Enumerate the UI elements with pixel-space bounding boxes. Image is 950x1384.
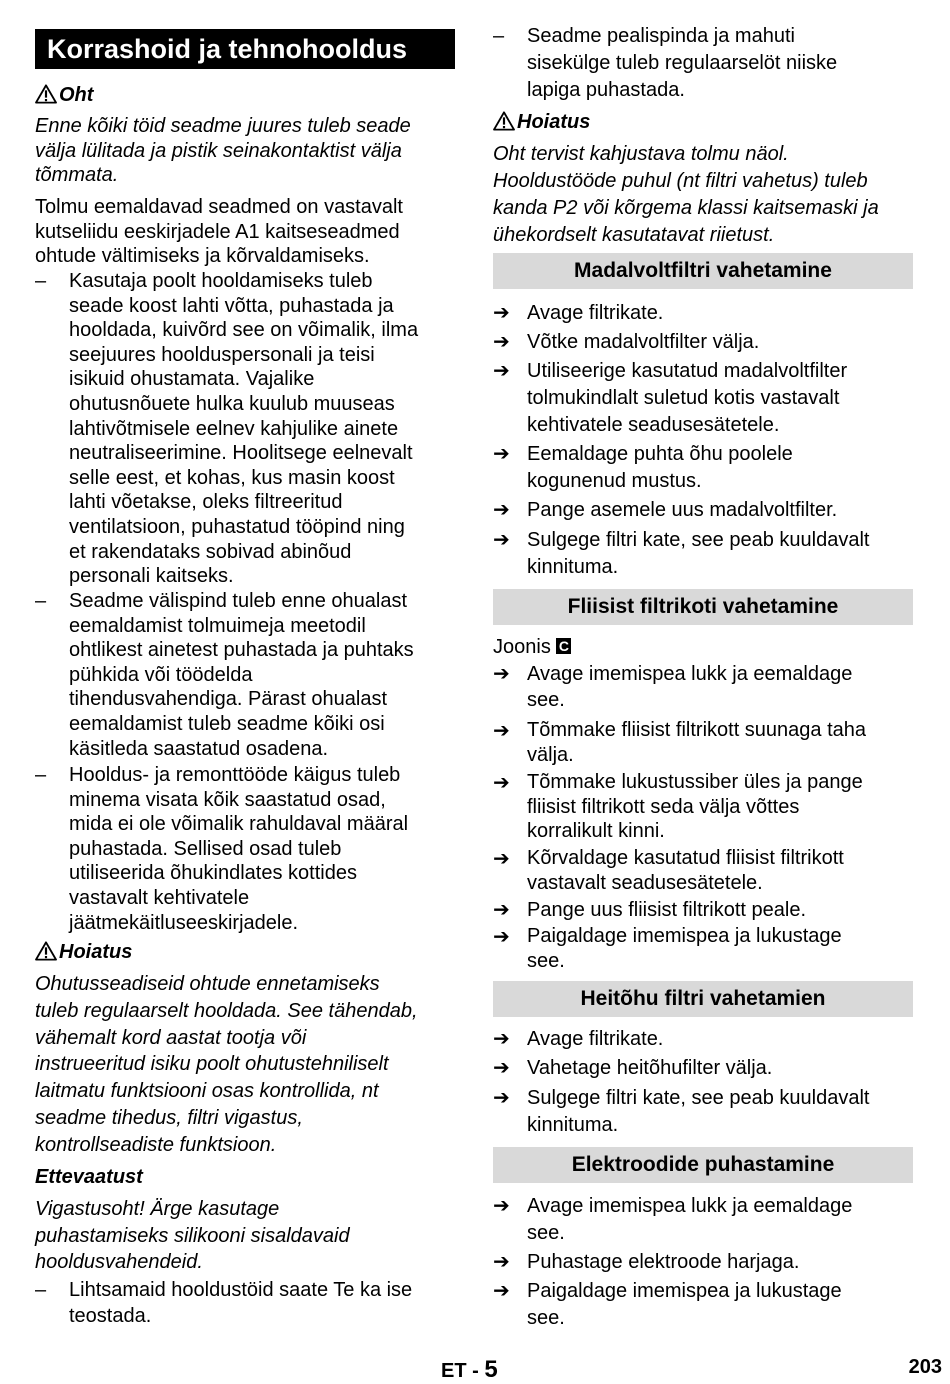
text-line: Eemaldage puhta õhu poolele [527,443,793,465]
text-line: Hooldus- ja remonttööde käigus tuleb [69,764,401,786]
arrow-icon: ➔ [493,1195,510,1217]
text-line: fliisist filtrikott seda välja võttes [527,795,800,818]
text-line: ühekordselt kasutatavat riietust. [493,224,775,246]
text-line: see. [527,689,565,711]
text-line: hooldusvahendeid. [35,1251,203,1273]
figure-reference [493,634,913,661]
text-line: Kõrvaldage kasutatud fliisist filtrikott [527,847,844,869]
text-line: vastavalt kehtivatele [69,886,250,909]
text-line: ventilatsioon, puhastatud tööpind ning [69,515,405,538]
text-line: vähemalt kord aastat tootja või [35,1026,307,1049]
hoiatus-warning-heading [493,110,913,134]
text-line: käsitleda saastatud osadena. [69,737,329,760]
dash-item [35,589,455,761]
text-line: Tõmmake fliisist filtrikott suunaga taha [527,719,867,741]
text-line: pühkida või töödelda [69,663,253,686]
arrow-icon: ➔ [493,663,510,685]
step-item [493,527,913,581]
step-item [493,300,913,327]
hoiatus-label: Hoiatus [517,111,591,133]
text-line: lahti võetakse, oleks filtreeritud [69,491,343,514]
text-line: ohtlikest ainetest puhastada ja puhtaks [69,639,414,662]
text-line: kanda P2 või kõrgema klassi kaitsemaski ja [493,197,879,219]
danger-label: Oht [59,84,94,106]
step-item [493,1278,913,1332]
text-line: Utiliseerige kasutatud madalvoltfilter [527,360,848,382]
section-heading: Elektroodide puhastamine [493,1147,913,1183]
text-line: Hooldustööde puhul (nt filtri vahetus) tuleb [493,170,868,192]
step-item [493,846,913,896]
text-line: Paigaldage imemispea ja lukustage [527,1280,842,1302]
text-line: minema visata kõik saastatud osad, [69,788,386,811]
text-line: Sulgege filtri kate, see peab kuuldavalt [527,529,870,551]
step-item [493,718,913,768]
dash-item [35,269,455,589]
warning-triangle-icon [493,110,517,134]
step-item [493,1193,913,1247]
text-line: Avage filtrikate. [527,1028,664,1050]
step-item [493,329,913,356]
section-heading: Heitõhu filtri vahetamien [493,981,913,1017]
text-line: Vahetage heitõhufilter välja. [527,1057,773,1079]
text-line: Lihtsamaid hooldustöid saate Te ka ise [69,1279,413,1301]
arrow-icon: ➔ [493,926,510,948]
step-item [493,358,913,439]
text-line: seadme tihedus, filtri vigastus, [35,1106,303,1129]
text-line: tihendusvahendiga. Pärast ohualast [69,688,388,711]
arrow-icon: ➔ [493,443,510,465]
step-item [493,924,913,974]
text-line: neutraliseerimine. Hoolitsege eelnevalt [69,442,413,465]
text-line: välja. [527,744,574,766]
step-item [493,1249,913,1276]
text-line: Pange asemele uus madalvoltfilter. [527,499,838,521]
arrow-icon: ➔ [493,848,510,870]
arrow-icon: ➔ [493,772,510,794]
step-item [493,497,913,524]
step-item [493,1085,913,1139]
footer-lang: ET [441,1360,467,1382]
text-line: Vigastusoht! Ärge kasutage [35,1198,280,1220]
text-line: kogunenud mustus. [527,470,702,492]
text-line: personali kaitseks. [69,565,234,588]
hoiatus-text [493,141,913,249]
text-line: Sulgege filtri kate, see peab kuuldavalt [527,1087,870,1109]
figure-ref-badge: C [556,638,571,654]
hoiatus-warning-heading [35,940,455,964]
page-title: Korrashoid ja tehnohooldus [35,29,455,69]
arrow-icon: ➔ [493,331,510,353]
text-line: välja lülitada ja pistik seinakontaktist välja [35,139,402,162]
text-line: selle eest, et kohas, kus masin koost [69,466,395,489]
warning-triangle-icon [35,83,59,107]
arrow-icon: ➔ [493,899,510,921]
step-item [493,661,913,714]
step-item [493,1055,913,1082]
dash-item [493,23,913,104]
text-line: Enne kõiki töid seadme juures tuleb seade [35,115,411,137]
intro-paragraph [35,195,455,269]
arrow-icon: ➔ [493,720,510,742]
text-line: Ohutusseadiseid ohtude ennetamiseks [35,973,380,995]
text-line: puhastamiseks silikooni sisaldavaid [35,1224,350,1247]
text-line: Avage imemispea lukk ja eemaldage [527,1195,853,1217]
text-line: Puhastage elektroode harjaga. [527,1251,800,1273]
text-line: Seadme pealispinda ja mahuti [527,25,795,47]
dash-marker: – [35,1279,47,1301]
text-line: lapiga puhastada. [527,79,685,101]
text-line: kinnituma. [527,556,619,578]
text-line: utiliseerida õhukindlates kottides [69,862,357,885]
text-line: instrueeritud isiku poolt ohutustehniliselt [35,1053,389,1076]
caution-heading: Ettevaatust [35,1166,143,1188]
text-line: Avage filtrikate. [527,302,664,324]
dash-marker: – [35,590,47,612]
text-line: tuleb regulaarselt hooldada. See tähendab, [35,999,418,1022]
step-item [493,1026,913,1053]
text-line: et rakendataks sobivad abinõud [69,540,352,563]
step-item [493,897,913,924]
text-line: seejuures hoolduspersonali ja teisi [69,343,375,366]
text-line: tõmmata. [35,164,119,187]
text-line: hooldada, kuivõrd see on võimalik, ilma [69,319,419,342]
footer-section-number: 5 [484,1356,498,1383]
footer-separator: - [466,1360,485,1382]
dash-marker: – [35,764,47,786]
text-line: Tõmmake lukustussiber üles ja pange [527,771,863,793]
text-line: teostada. [69,1305,152,1327]
arrow-icon: ➔ [493,1251,510,1273]
text-line: korralikult kinni. [527,820,665,842]
arrow-icon: ➔ [493,1057,510,1079]
text-line: Kasutaja poolt hooldamiseks tuleb [69,270,373,292]
arrow-icon: ➔ [493,360,510,382]
section-heading: Fliisist filtrikoti vahetamine [493,589,913,625]
arrow-icon: ➔ [493,1028,510,1050]
text-line: eemaldamist tolmuimeja meetodil [69,614,366,637]
danger-warning-heading [35,83,455,107]
text-line: see. [527,1307,565,1329]
dash-item [35,1277,455,1329]
text-line: kehtivatele seadusesätetele. [527,414,780,436]
arrow-icon: ➔ [493,1280,510,1302]
hoiatus-text [35,971,455,1159]
text-line: kontrollseadiste funktsioon. [35,1133,277,1156]
text-line: vastavalt seadusesätetele. [527,872,763,894]
text-line: Seadme välispind tuleb enne ohualast [69,590,408,612]
text-line: eemaldamist tuleb seadme kõiki osi [69,712,385,735]
caution-text [35,1196,455,1276]
figure-label: Joonis [493,636,551,658]
text-line: see. [527,1222,565,1244]
dash-marker: – [493,25,505,47]
text-line: laitmatu funktsiooni osas kontrollida, nt [35,1080,379,1103]
step-item [493,441,913,495]
text-line: Tolmu eemaldavad seadmed on vastavalt [35,196,403,218]
arrow-icon: ➔ [493,499,510,521]
text-line: Oht tervist kahjustava tolmu näol. [493,143,789,165]
arrow-icon: ➔ [493,302,510,324]
text-line: Pange uus fliisist filtrikott peale. [527,899,807,921]
text-line: Avage imemispea lukk ja eemaldage [527,663,853,685]
danger-text [35,114,455,188]
page-number: 203 [908,1356,942,1378]
text-line: see. [527,950,565,972]
dash-marker: – [35,270,47,292]
step-item [493,770,913,844]
text-line: lahtivõtmisele eelnev kahjulike ainete [69,417,399,440]
text-line: tolmukindlalt suletud kotis vastavalt [527,387,840,409]
hoiatus-label: Hoiatus [59,941,133,963]
dash-item [35,763,455,935]
arrow-icon: ➔ [493,529,510,551]
text-line: ohtude vältimiseks ja kõrvaldamiseks. [35,245,370,268]
text-line: Võtke madalvoltfilter välja. [527,331,760,353]
text-line: kutseliidu eeskirjadele A1 kaitseseadmed [35,220,400,243]
arrow-icon: ➔ [493,1087,510,1109]
section-heading: Madalvoltfiltri vahetamine [493,253,913,289]
text-line: jäätmekäitluseeskirjadele. [69,911,299,934]
text-line: sisekülge tuleb regulaarselöt niiske [527,52,838,74]
text-line: kinnituma. [527,1114,619,1136]
text-line: mida ei ole võimalik rahuldaval määral [69,813,409,836]
text-line: Paigaldage imemispea ja lukustage [527,925,842,947]
footer-language-code [441,1356,498,1384]
text-line: seade koost lahti võtta, puhastada ja [69,294,394,317]
text-line: ohutusnõuete hulka kuulub muuseas [69,392,395,415]
text-line: isikuid ohustamata. Vajalike [69,368,315,391]
warning-triangle-icon [35,940,59,964]
text-line: puhastada. Sellised osad tuleb [69,837,342,860]
